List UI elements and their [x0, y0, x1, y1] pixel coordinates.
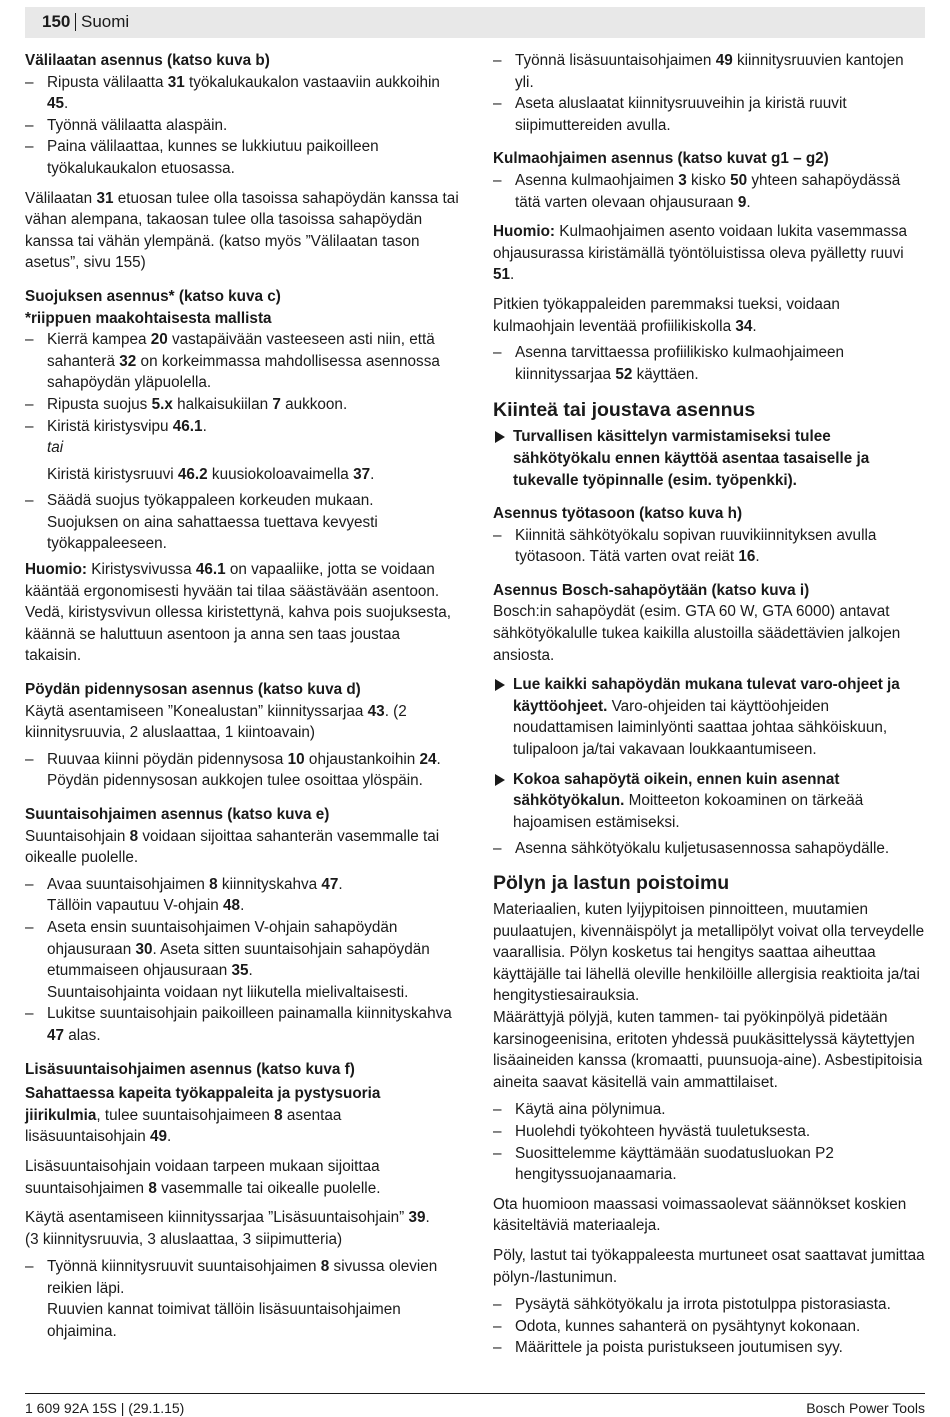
footer-brand: Bosch Power Tools	[806, 1400, 925, 1416]
list-item: – Ripusta välilaatta 31 työkalukaukalon vastaaviin aukkoihin 45.	[25, 73, 440, 113]
header-divider	[75, 13, 76, 31]
paragraph: Välilaatan 31 etuosan tulee olla tasoissa sahapöydän kanssa tai vähan alempana, takaosan tulee olla tasoissa sahapöydän kanssa tai vähän ylempänä. (katso myös ”Välilaatan tason asetus”, sivu 155)	[25, 189, 459, 272]
paragraph: Sahattaessa kapeita työkappaleita ja pystysuoria jiirikulmia, tulee suuntaisohjaimeen 8 asentaa lisäsuuntaisohjain 49.	[25, 1085, 381, 1146]
list-item: – Aseta aluslaatat kiinnitysruuveihin ja kiristä ruuvit siipimuttereiden avulla.	[493, 95, 847, 134]
footer-divider	[25, 1393, 925, 1394]
section-title: Lisäsuuntaisohjaimen asennus (katso kuva f)	[25, 1060, 355, 1078]
paragraph: Materiaalien, kuten lyijypitoisen pinnoitteen, muutamien puulaatujen, kivennäispölyt ja metallipölyt voivat olla terveydelle vaarallisia. Pölyn kosketus tai hengitys saattaa aiheuttaa käyttäjälle tai lähellä oleville henkilöille allergisia reaktioita ja/tai hengitystiesairauksia.	[493, 901, 925, 1005]
list-item: – Säädä suojus työkappaleen korkeuden mukaan. Suojuksen on aina sahattaessa tuettava kevyesti työkappaleeseen.	[25, 492, 378, 553]
warning-item: Lue kaikki sahapöydän mukana tulevat varo-ohjeet ja käyttöohjeet. Varo-ohjeiden tai käyttöohjeiden noudattamisen laiminlyönti saattaa johtaa sähköiskuun, tulipaloon ja/tai vakavaan loukkaantumiseen.	[493, 674, 925, 760]
section-title: Asennus Bosch-sahapöytään (katso kuva i)	[493, 581, 810, 599]
section-heading: Pölyn ja lastun poistoimu	[493, 872, 730, 894]
note-paragraph: Huomio: Kiristysvivussa 46.1 on vapaaliike, jotta se voidaan kääntää ergonomisesti hyvään tai tilaa säästävään asentoon. Vedä, kiristysvivun ollessa kiristettynä, kahva pois suojuksesta, käännä se haluttuun asentoon ja anna sen taas joustaa takaisin.	[25, 561, 451, 665]
warning-item: Kokoa sahapöytä oikein, ennen kuin asennat sähkötyökalun. Moitteeton kokoaminen on tärkeää hajoamisen estämiseksi.	[493, 769, 925, 834]
list-item: – Kiinnitä sähkötyökalu sopivan ruuvikiinnityksen avulla työtasoon. Tätä varten ovat reiät 16.	[493, 526, 877, 566]
page-header	[25, 7, 925, 38]
left-column	[25, 50, 460, 1343]
paragraph: Pöly, lastut tai työkappaleesta murtuneet osat saattavat jumittaa pölyn-/lastunimun.	[493, 1246, 925, 1286]
warning-item: Turvallisen käsittelyn varmistamiseksi tulee sähkötyökalu ennen käyttöä asentaa tasaiselle ja tukevalle työpinnalle (esim. työpenkki).	[493, 426, 925, 491]
list-item: – Aseta ensin suuntaisohjaimen V-ohjain sahapöydän ohjausuraan 30. Aseta sitten suuntaisohjain sahapöydän etummaiseen ohjausuraan 35. Suuntaisohjainta voidaan nyt liikutella mielivaltaisesti.	[25, 918, 430, 1001]
section-title: Suuntaisohjaimen asennus (katso kuva e)	[25, 806, 330, 823]
list-item: – Paina välilaattaa, kunnes se lukkiutuu paikoilleen työkalukaukalon etuosassa.	[25, 138, 379, 177]
paragraph: Lisäsuuntaisohjain voidaan tarpeen mukaan sijoittaa suuntaisohjaimen 8 vasemmalle tai oikealle puolelle.	[25, 1157, 381, 1197]
paragraph: Määrättyjä pölyjä, kuten tammen- tai pyökinpölyä pidetään karsinogeenisina, eritoten yhdessä puukäsittelyssä käytettyjen lisäaineiden kanssa (kromaatti, puunsuoja-aine). Asbestipitoisia aineita saavat käsitellä vain ammattilaiset.	[493, 1008, 923, 1091]
right-column	[493, 50, 925, 1359]
section-title: Suojuksen asennus* (katso kuva c)	[25, 287, 281, 305]
warning-triangle-icon	[495, 431, 505, 443]
warning-triangle-icon	[495, 679, 505, 691]
paragraph: Bosch:in sahapöydät (esim. GTA 60 W, GTA 6000) antavat sähkötyökalulle tukea kaikilla alustoilla säädettävien jalkojen ansiosta.	[493, 603, 901, 664]
header-language: Suomi	[81, 12, 130, 31]
paragraph: Pitkien työkappaleiden paremmaksi tueksi, voidaan kulmaohjain leventää profiilikiskolla 34.	[493, 295, 840, 335]
list-item: – Avaa suuntaisohjaimen 8 kiinnityskahva 47. Tällöin vapautuu V-ohjain 48.	[25, 875, 343, 915]
section-title: Välilaatan asennus (katso kuva b)	[25, 52, 270, 69]
list-item: – Asenna kulmaohjaimen 3 kisko 50 yhteen sahapöydässä tätä varten olevaan ohjausuraan 9.	[493, 171, 901, 211]
list-item: – Määrittele ja poista puristukseen joutumisen syy.	[493, 1339, 843, 1357]
list-item: – Käytä aina pölynimua.	[493, 1101, 666, 1119]
paragraph: Käytä asentamiseen kiinnityssarjaa ”Lisäsuuntaisohjain” 39. (3 kiinnitysruuvia, 3 aluslaattaa, 3 siipimutteria)	[25, 1209, 430, 1248]
footer-doc-id: 1 609 92A 15S | (29.1.15)	[25, 1400, 185, 1416]
paragraph: Ota huomioon maassasi voimassaolevat säännökset koskien käsiteltäviä materiaaleja.	[493, 1195, 907, 1235]
list-item: – Huolehdi työkohteen hyvästä tuuletuksesta.	[493, 1122, 811, 1140]
list-item: – Kiristä kiristysvipu 46.1. tai Kiristä kiristysruuvi 46.2 kuusiokoloavaimella 37.	[25, 417, 375, 483]
list-item: – Asenna sähkötyökalu kuljetusasennossa sahapöydälle.	[493, 840, 890, 858]
paragraph: Suuntaisohjain 8 voidaan sijoittaa sahanterän vasemmalle tai oikealle puolelle.	[25, 827, 440, 867]
list-item: – Lukitse suuntaisohjain paikoilleen painamalla kiinnityskahva 47 alas.	[25, 1005, 452, 1044]
list-item: – Työnnä välilaatta alaspäin.	[25, 116, 228, 134]
section-subtitle: *riippuen maakohtaisesta mallista	[25, 309, 272, 327]
list-item: – Pysäytä sähkötyökalu ja irrota pistotulppa pistorasiasta.	[493, 1296, 891, 1314]
list-item: – Asenna tarvittaessa profiilikisko kulmaohjaimeen kiinnityssarjaa 52 käyttäen.	[493, 344, 845, 383]
paragraph: Käytä asentamiseen ”Konealustan” kiinnityssarjaa 43. (2 kiinnitysruuvia, 2 aluslaattaa, 1 kiintoavain)	[25, 702, 407, 742]
list-item: – Suosittelemme käyttämään suodatusluokan P2 hengityssuojanaamaria.	[493, 1144, 834, 1184]
list-item: – Odota, kunnes sahanterä on pysähtynyt kokonaan.	[493, 1317, 861, 1335]
section-title: Pöydän pidennysosan asennus (katso kuva d)	[25, 681, 361, 699]
warning-triangle-icon	[495, 774, 505, 786]
section-title: Kulmaohjaimen asennus (katso kuvat g1 – g2)	[493, 150, 829, 168]
note-paragraph: Huomio: Kulmaohjaimen asento voidaan lukita vasemmassa ohjausurassa kiristämällä työntöluistissa oleva pyälletty ruuvi 51.	[493, 223, 908, 284]
section-heading: Kiinteä tai joustava asennus	[493, 399, 756, 422]
section-title: Asennus työtasoon (katso kuva h)	[493, 505, 743, 523]
list-item: – Ruuvaa kiinni pöydän pidennysosa 10 ohjaustankoihin 24. Pöydän pidennysosan aukkojen tulee osoittaa ylöspäin.	[25, 750, 441, 790]
list-item: – Työnnä lisäsuuntaisohjaimen 49 kiinnitysruuvien kantojen yli.	[493, 52, 904, 91]
page-number: 150	[42, 12, 71, 31]
list-item: – Kierrä kampea 20 vastapäivään vasteeseen asti niin, että sahanterä 32 on korkeimmassa mahdollisessa asennossa sahapöydän yläpuolella.	[25, 331, 440, 392]
list-item: – Ripusta suojus 5.x halkaisukiilan 7 aukkoon.	[25, 395, 348, 413]
list-item: – Työnnä kiinnitysruuvit suuntaisohjaimen 8 sivussa olevien reikien läpi. Ruuvien kannat toimivat tällöin lisäsuuntaisohjaimen ohjaimina.	[25, 1258, 438, 1341]
